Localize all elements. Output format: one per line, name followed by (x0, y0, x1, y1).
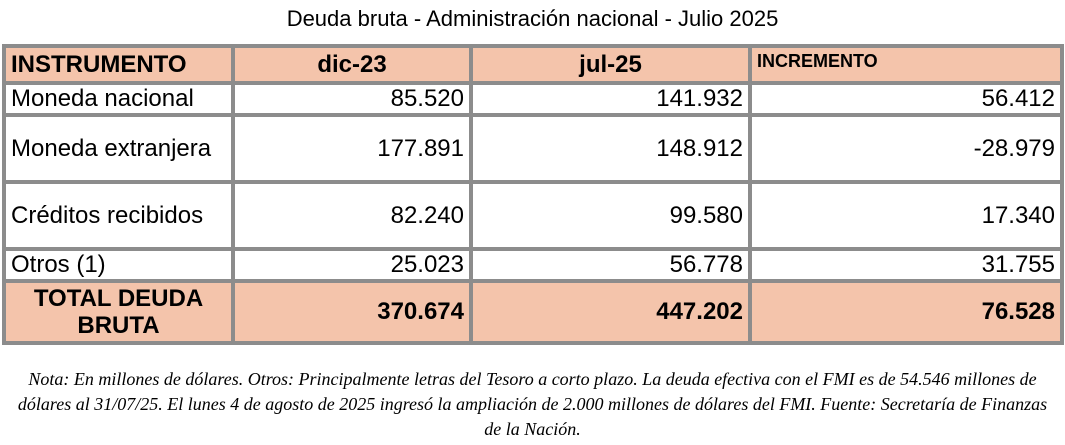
header-instrumento: INSTRUMENTO (4, 46, 233, 83)
value-jul-25: 56.778 (471, 249, 750, 281)
value-jul-25: 99.580 (471, 182, 750, 249)
table-title: Deuda bruta - Administración nacional - Julio 2025 (286, 6, 779, 31)
value-dic-23: 25.023 (233, 249, 471, 281)
value-dic-23: 85.520 (233, 83, 471, 115)
row-label: Moneda extranjera (4, 115, 233, 182)
total-incremento: 76.528 (750, 281, 1062, 343)
table-row (4, 115, 1062, 182)
debt-table (2, 44, 1064, 345)
value-incremento: 17.340 (750, 182, 1062, 249)
header-row (4, 46, 1062, 83)
value-dic-23: 177.891 (233, 115, 471, 182)
table-row (4, 83, 1062, 115)
table-row (4, 249, 1062, 281)
row-label: Créditos recibidos (4, 182, 233, 249)
header-jul-25: jul-25 (471, 46, 750, 83)
value-jul-25: 148.912 (471, 115, 750, 182)
total-jul-25: 447.202 (471, 281, 750, 343)
footnote: Nota: En millones de dólares. Otros: Principalmente letras del Tesoro a corto plazo. La deuda efectiva con el FMI es de 54.546 millones de dólares al 31/07/25. El lunes 4 de agosto de 2025 ingresó la ampliación de 2.000 millones de dólares del FMI. Fuente: Secretaría de Finanzas de la Nación. (17, 369, 1048, 439)
value-incremento: 31.755 (750, 249, 1062, 281)
total-label: TOTAL DEUDA BRUTA (4, 281, 233, 343)
table-row (4, 182, 1062, 249)
total-dic-23: 370.674 (233, 281, 471, 343)
value-dic-23: 82.240 (233, 182, 471, 249)
header-incremento: INCREMENTO (750, 46, 1062, 83)
row-label: Moneda nacional (4, 83, 233, 115)
row-label: Otros (1) (4, 249, 233, 281)
value-jul-25: 141.932 (471, 83, 750, 115)
total-row (4, 281, 1062, 343)
header-dic-23: dic-23 (233, 46, 471, 83)
value-incremento: 56.412 (750, 83, 1062, 115)
value-incremento: -28.979 (750, 115, 1062, 182)
